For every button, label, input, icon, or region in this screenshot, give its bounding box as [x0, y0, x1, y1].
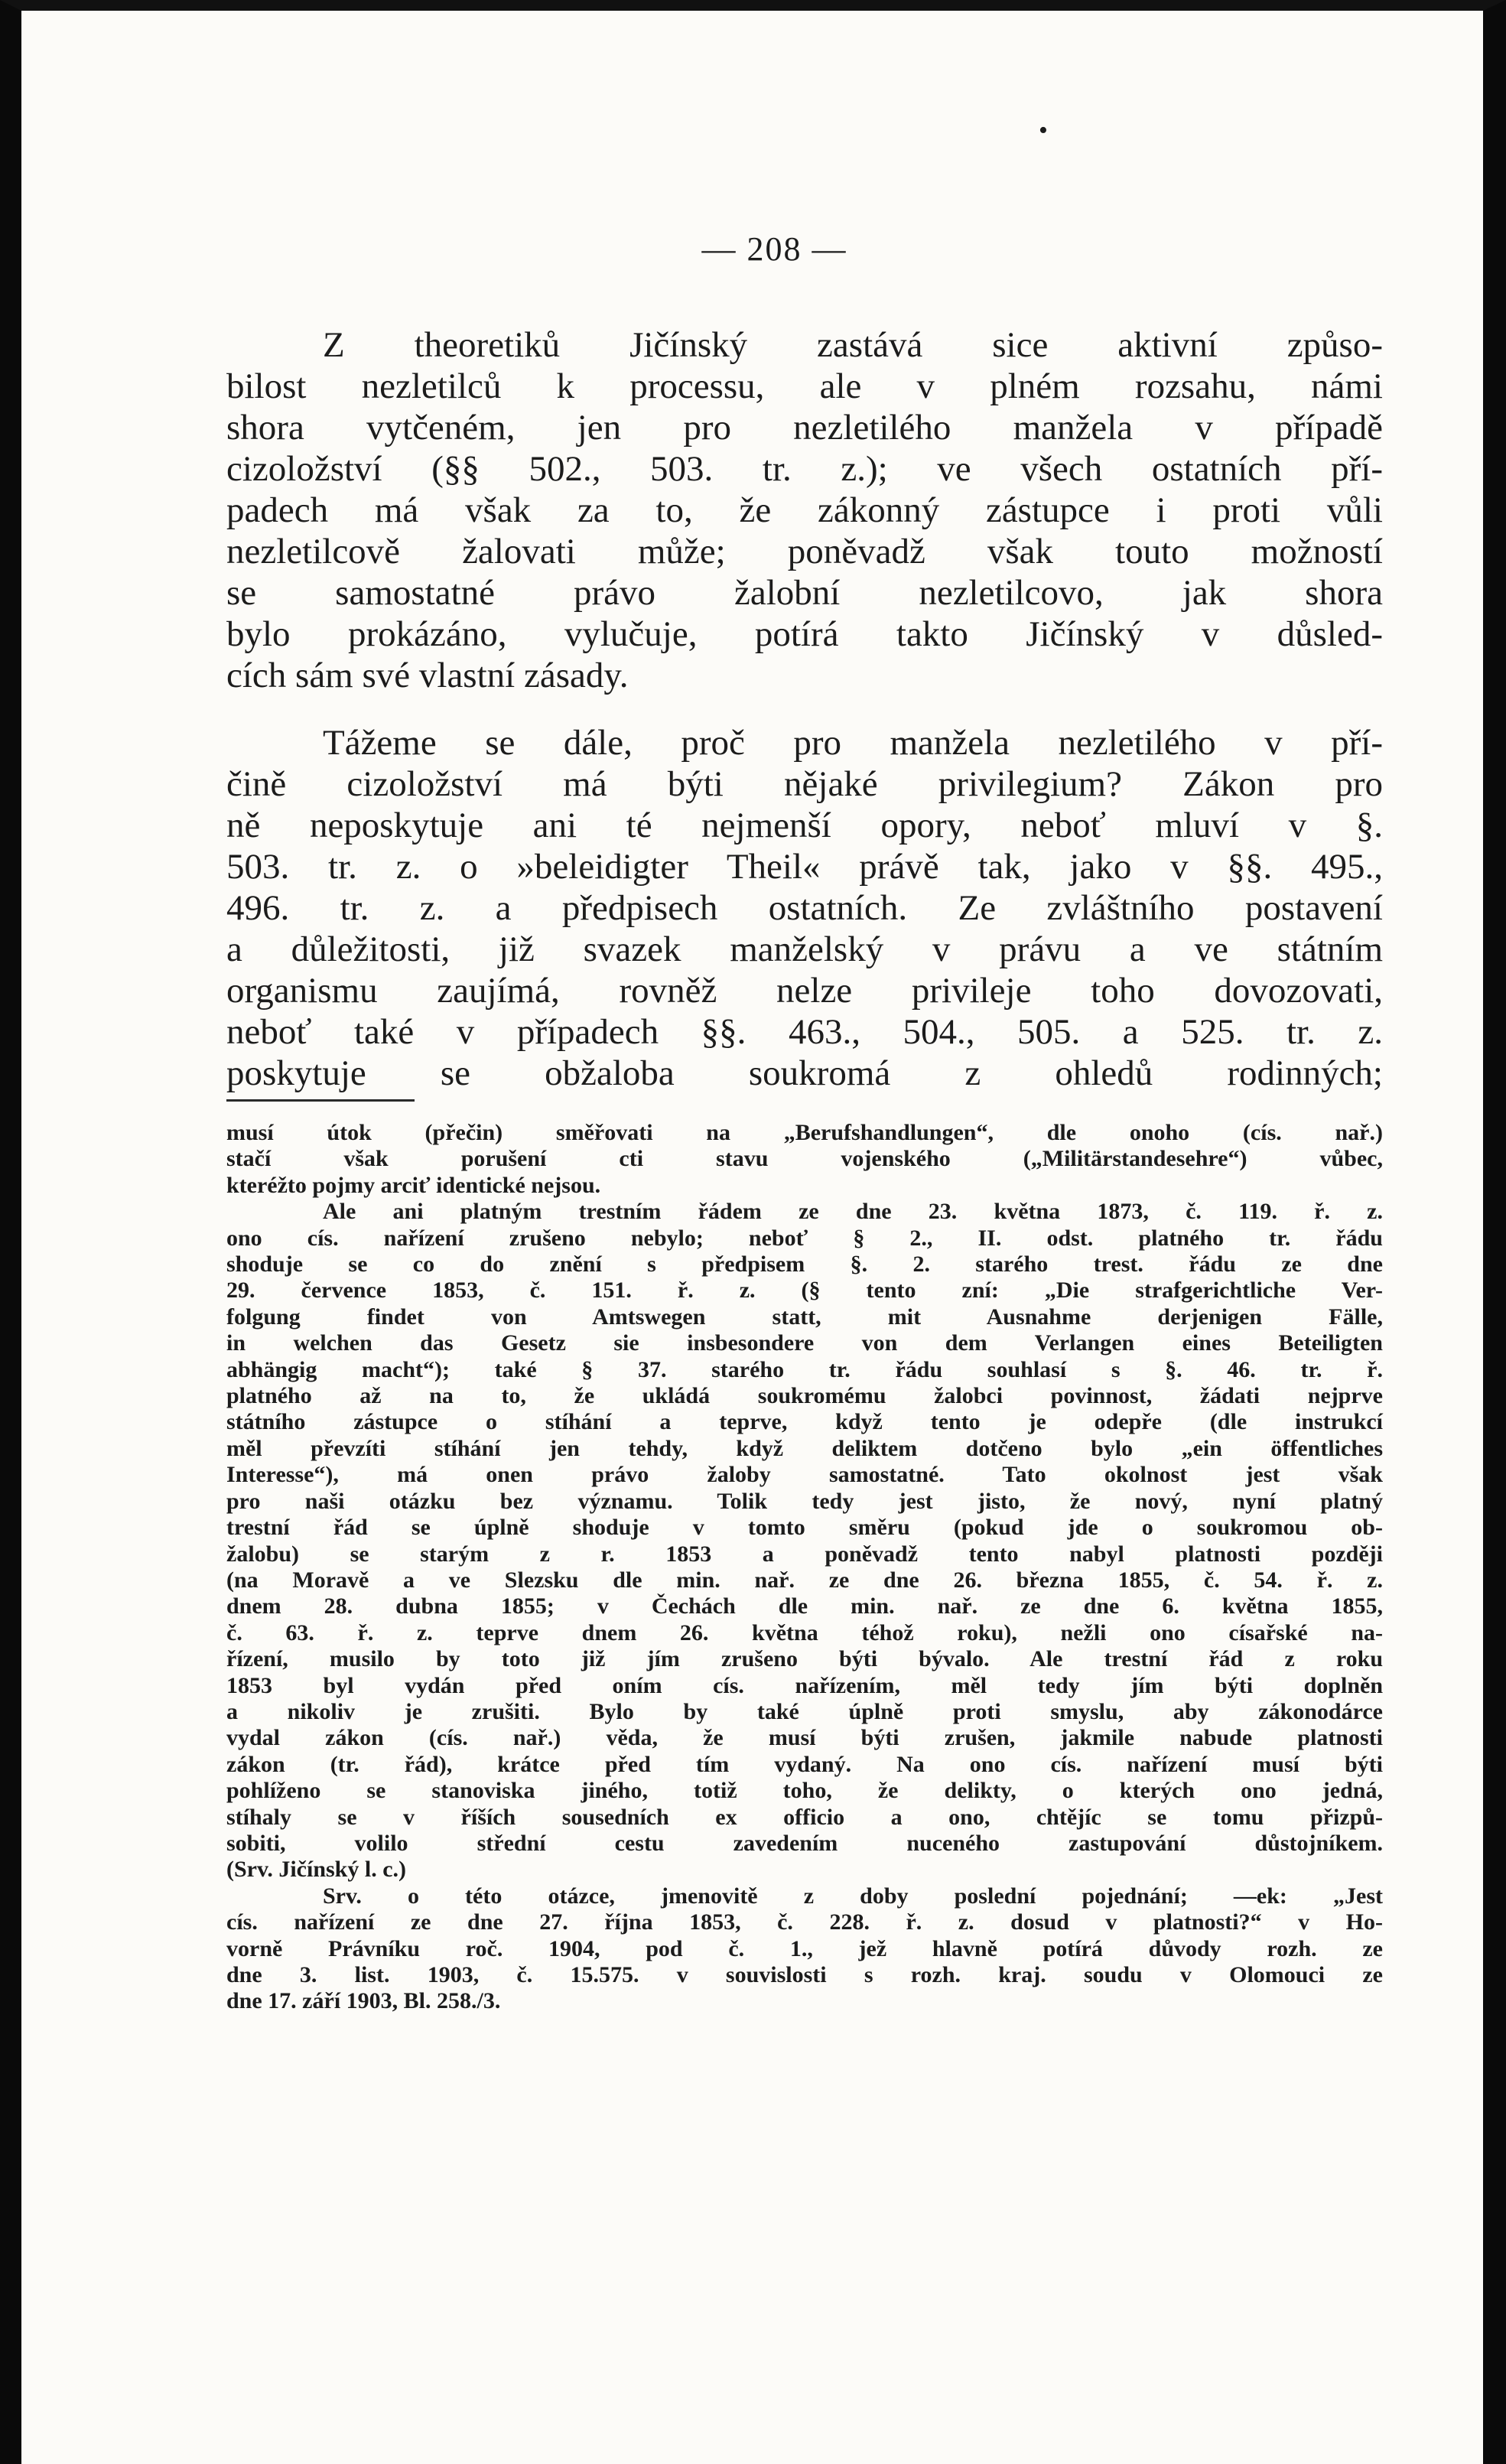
text-line: se samostatné právo žalobní nezletilcovo, jak shora — [226, 573, 1383, 613]
footnote-line: 1853 byl vydán před oním cís. nařízením, měl tedy jím býti doplněn — [226, 1672, 1383, 1698]
footnote-line: (na Moravě a ve Slezsku dle min. nař. ze dne 26. března 1855, č. 54. ř. z. — [226, 1567, 1383, 1593]
text-line: 503. tr. z. o »beleidigter Theil« právě tak, jako v §§. 495., — [226, 847, 1383, 887]
footnote-line: folgung findet von Amtswegen statt, mit Ausnahme derjenigen Fälle, — [226, 1304, 1383, 1330]
footnote-line: Srv. o této otázce, jmenovitě z doby poslední pojednání; —ek: „Jest — [323, 1883, 1383, 1909]
footnote-line: státního zástupce o stíhání a teprve, když tento je odepře (dle instrukcí — [226, 1409, 1383, 1435]
footnote-line: měl převzíti stíhání jen tehdy, když deliktem dotčeno bylo „ein öffentliches — [226, 1435, 1383, 1461]
footnote-line: a nikoliv je zrušiti. Bylo by také úplně proti smyslu, aby zákonodárce — [226, 1698, 1383, 1724]
text-line: nezletilcově žalovati může; poněvadž však touto možností — [226, 532, 1383, 571]
paragraph-gap — [226, 696, 1383, 722]
text-line: shora vytčeném, jen pro nezletilého manžela v případě — [226, 408, 1383, 448]
text-line: čině cizoložství má býti nějaké privilegium? Zákon pro — [226, 764, 1383, 804]
footnote-divider — [226, 1099, 415, 1102]
corner-mark: • — [1039, 116, 1048, 145]
footnote-line: abhängig macht“); také § 37. starého tr. řádu souhlasí s §. 46. tr. ř. — [226, 1356, 1383, 1382]
text-line: cizoložství (§§ 502., 503. tr. z.); ve všech ostatních pří- — [226, 449, 1383, 489]
text-line: Tážeme se dále, proč pro manžela nezletilého v pří- — [323, 723, 1383, 763]
footnote-line: zákon (tr. řád), krátce před tím vydaný. Na ono cís. nařízení musí býti — [226, 1751, 1383, 1777]
text-line: organismu zaujímá, rovněž nelze privileje toho dovozovati, — [226, 971, 1383, 1011]
footnote-line: žalobu) se starým z r. 1853 a poněvadž tento nabyl platnosti později — [226, 1541, 1383, 1567]
footnote-line: (Srv. Jičínský l. c.) — [226, 1857, 407, 1883]
footnote-line: 29. července 1853, č. 151. ř. z. (§ tento zní: „Die strafgerichtliche Ver- — [226, 1278, 1383, 1304]
text-line: poskytuje se obžaloba soukromá z ohledů rodinných; — [226, 1053, 1383, 1093]
footnote-line: vorně Právníku roč. 1904, pod č. 1., jež hlavně potírá důvody rozh. ze — [226, 1935, 1383, 1961]
footnote-line: platného až na to, že ukládá soukromému žalobci povinnost, žádati nejprve — [226, 1383, 1383, 1409]
text-line: padech má však za to, že zákonný zástupce i proti vůli — [226, 490, 1383, 530]
text-line: cích sám své vlastní zásady. — [226, 656, 629, 695]
text-line: a důležitosti, již svazek manželský v právu a ve státním — [226, 929, 1383, 969]
footnote-line: stačí však porušení cti stavu vojenského („Militärstandesehre“) vůbec, — [226, 1146, 1383, 1172]
footnote-line: ono cís. nařízení zrušeno nebylo; neboť § 2., II. odst. platného tr. řádu — [226, 1225, 1383, 1251]
footnote-line: kteréžto pojmy arciť identické nejsou. — [226, 1172, 601, 1198]
footnote-line: pohlíženo se stanoviska jiného, totiž toho, že delikty, o kterých ono jedná, — [226, 1778, 1383, 1804]
footnotes — [226, 1120, 1383, 2015]
text-line: ně neposkytuje ani té nejmenší opory, neboť mluví v §. — [226, 806, 1383, 845]
footnote-line: dnem 28. dubna 1855; v Čechách dle min. nař. ze dne 6. května 1855, — [226, 1593, 1383, 1619]
text-line: bilost nezletilců k processu, ale v plném rozsahu, námi — [226, 366, 1383, 406]
footnote-line: sobiti, volilo střední cestu zavedením nuceného zastupování důstojníkem. — [226, 1830, 1383, 1856]
footnote-line: shoduje se co do znění s předpisem §. 2. starého trest. řádu ze dne — [226, 1252, 1383, 1278]
footnote-line: Ale ani platným trestním řádem ze dne 23. května 1873, č. 119. ř. z. — [323, 1199, 1383, 1225]
footnote-line: stíhaly se v říších sousedních ex officio a ono, chtějíc se tomu přizpů- — [226, 1804, 1383, 1830]
page-number: — 208 — — [701, 230, 847, 268]
footnote-line: Interesse“), má onen právo žaloby samostatné. Tato okolnost jest však — [226, 1462, 1383, 1488]
text-line: neboť také v případech §§. 463., 504., 505. a 525. tr. z. — [226, 1012, 1383, 1052]
footnote-line: dne 3. list. 1903, č. 15.575. v souvislosti s rozh. kraj. soudu v Olomouci ze — [226, 1962, 1383, 1987]
footnote-line: trestní řád se úplně shoduje v tomto směru (pokud jde o soukromou ob- — [226, 1515, 1383, 1541]
footnote-line: cís. nařízení ze dne 27. října 1853, č. 228. ř. z. dosud v platnosti?“ v Ho- — [226, 1909, 1383, 1935]
footnote-line: in welchen das Gesetz sie insbesondere von dem Verlangen eines Beteiligten — [226, 1330, 1383, 1356]
main-text — [226, 324, 1383, 1094]
footnote-line: musí útok (přečin) směřovati na „Berufshandlungen“, dle onoho (cís. nař.) — [226, 1120, 1383, 1145]
footnote-line: řízení, musilo by toto již jím zrušeno býti bývalo. Ale trestní řád z roku — [226, 1646, 1383, 1672]
footnote-line: vydal zákon (cís. nař.) věda, že musí býti zrušen, jakmile nabude platnosti — [226, 1725, 1383, 1751]
text-line: Z theoretiků Jičínský zastává sice aktivní způso- — [323, 325, 1383, 365]
footnote-line: dne 17. září 1903, Bl. 258./3. — [226, 1988, 501, 2014]
footnote-line: pro naši otázku bez významu. Tolik tedy jest jisto, že nový, nyní platný — [226, 1488, 1383, 1514]
text-line: 496. tr. z. a předpisech ostatních. Ze zvláštního postavení — [226, 888, 1383, 928]
text-line: bylo prokázáno, vylučuje, potírá takto Jičínský v důsled- — [226, 614, 1383, 654]
footnote-line: č. 63. ř. z. teprve dnem 26. května téhož roku), nežli ono císařské na- — [226, 1619, 1383, 1645]
